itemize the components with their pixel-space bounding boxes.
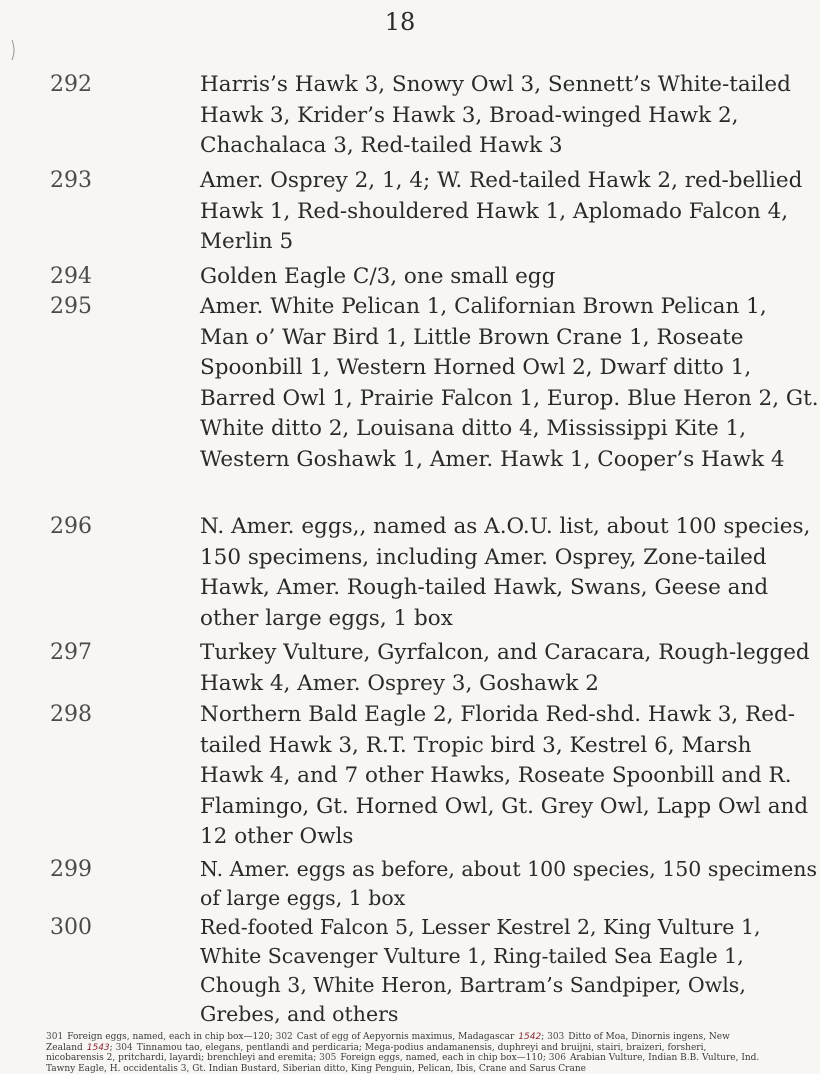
- lot-description: Golden Eagle C/3, one small egg: [200, 264, 556, 289]
- lot-number: 304: [115, 1042, 133, 1053]
- lot-description: Turkey Vulture, Gyrfalcon, and Caracara, Rough-legged Hawk 4, Amer. Osprey 3, Goshawk 2: [200, 640, 810, 696]
- lot-number: 300: [50, 915, 92, 940]
- lot-description: Arabian Vulture, Indian B.B. Vulture, Ind. Tawny Eagle, H. occidentalis 3, Gt. Indian Bustard, Siberian ditto, King Penguin, Pelican, Ibis, Crane and Sarus Crane: [46, 1053, 760, 1074]
- lot-number: 305: [319, 1053, 337, 1063]
- margin-mark: [12, 40, 14, 60]
- lot-description: Foreign eggs, named, each in chip box—120: [67, 1032, 270, 1042]
- lot-description: N. Amer. eggs as before, about 100 species, 150 specimens of large eggs, 1 box: [200, 857, 817, 910]
- lot-description: Harris’s Hawk 3, Snowy Owl 3, Sennett’s White-tailed Hawk 3, Krider’s Hawk 3, Broad-winged Hawk 2, Chachalaca 3, Red-tailed Hawk 3: [200, 72, 791, 158]
- lot-number: 302: [275, 1032, 293, 1042]
- lot-number: 293: [50, 168, 92, 193]
- lot-description: Cast of egg of Aepyornis maximus, Madagascar: [296, 1032, 515, 1042]
- lot-number: 292: [50, 72, 92, 97]
- lot-number: 303: [547, 1032, 565, 1042]
- lot-description: Foreign eggs, named, each in chip box—110: [340, 1053, 543, 1063]
- page-number: 18: [384, 8, 416, 36]
- handwritten-annotation: 1543: [86, 1042, 110, 1053]
- lot-description: Amer. Osprey 2, 1, 4; W. Red-tailed Hawk 2, red-bellied Hawk 1, Red-shouldered Hawk 1, Aplomado Falcon 4, Merlin 5: [200, 168, 803, 254]
- lot-number: 299: [50, 857, 92, 882]
- lot-number: 294: [50, 264, 92, 289]
- lot-description: N. Amer. eggs,, named as A.O.U. list, about 100 species, 150 specimens, including Amer. Osprey, Zone-tailed Hawk, Amer. Rough-tailed Hawk, Swans, Geese and other large eggs, 1 box: [200, 514, 811, 631]
- lot-number: 295: [50, 294, 92, 319]
- lot-description: Red-footed Falcon 5, Lesser Kestrel 2, King Vulture 1, White Scavenger Vulture 1, Ring-tailed Sea Eagle 1, Chough 3, White Heron, Bartram’s Sandpiper, Owls, Grebes, and others: [200, 915, 761, 1026]
- lot-description: Tinnamou tao, elegans, pentlandi and perdicaria; Mega-podius andamanensis, duphreyi and bruijni, stairi, braizeri, forsheri, nicobarensis 2, pritchardi, layardi; brenchleyi and eremita: [46, 1042, 707, 1063]
- lot-number: 301: [46, 1032, 64, 1042]
- lot-description: Ditto of Moa, Dinornis ingens, New Zealand: [46, 1032, 730, 1053]
- lot-number: 296: [50, 514, 92, 539]
- lot-number: 297: [50, 640, 92, 665]
- margin-pencil-scribble: [0, 0, 140, 1064]
- lots-301-306-text: 301 Foreign eggs, named, each in chip box—120; 302 Cast of egg of Aepyornis maximus, Madagascar 1542; 303 Ditto of Moa, Dinornis ingens, New Zealand 1543; 304 Tinnamou tao, elegans, pentlandi and perdicaria; Mega-podius andamanensis, duphreyi and bruijni, stairi, braizeri, forsheri, nicobarensis 2, pritchardi, layardi; brenchleyi and eremita; 305 Foreign eggs, named, each in chip box—110; 306 Arabian Vulture, Indian B.B. Vulture, Ind. Tawny Eagle, H. occidentalis 3, Gt. Indian Bustard, Siberian ditto, King Penguin, Pelican, Ibis, Crane and Sarus Crane: [46, 1032, 760, 1074]
- lot-number: 298: [50, 702, 92, 727]
- lot-number: 306: [548, 1053, 566, 1063]
- handwritten-annotation: 1542: [518, 1032, 542, 1042]
- lot-description: Amer. White Pelican 1, Californian Brown Pelican 1, Man o’ War Bird 1, Little Brown Crane 1, Roseate Spoonbill 1, Western Horned Owl 2, Dwarf ditto 1, Barred Owl 1, Prairie Falcon 1, Europ. Blue Heron 2, Gt. White ditto 2, Louisana ditto 4, Mississippi Kite 1, Western Goshawk 1, Amer. Hawk 1, Cooper’s Hawk 4: [200, 294, 819, 472]
- lot-description: Northern Bald Eagle 2, Florida Red-shd. Hawk 3, Red-tailed Hawk 3, R.T. Tropic bird 3, Kestrel 6, Marsh Hawk 4, and 7 other Hawks, Roseate Spoonbill and R. Flamingo, Gt. Horned Owl, Gt. Grey Owl, Lapp Owl and 12 other Owls: [200, 702, 809, 849]
